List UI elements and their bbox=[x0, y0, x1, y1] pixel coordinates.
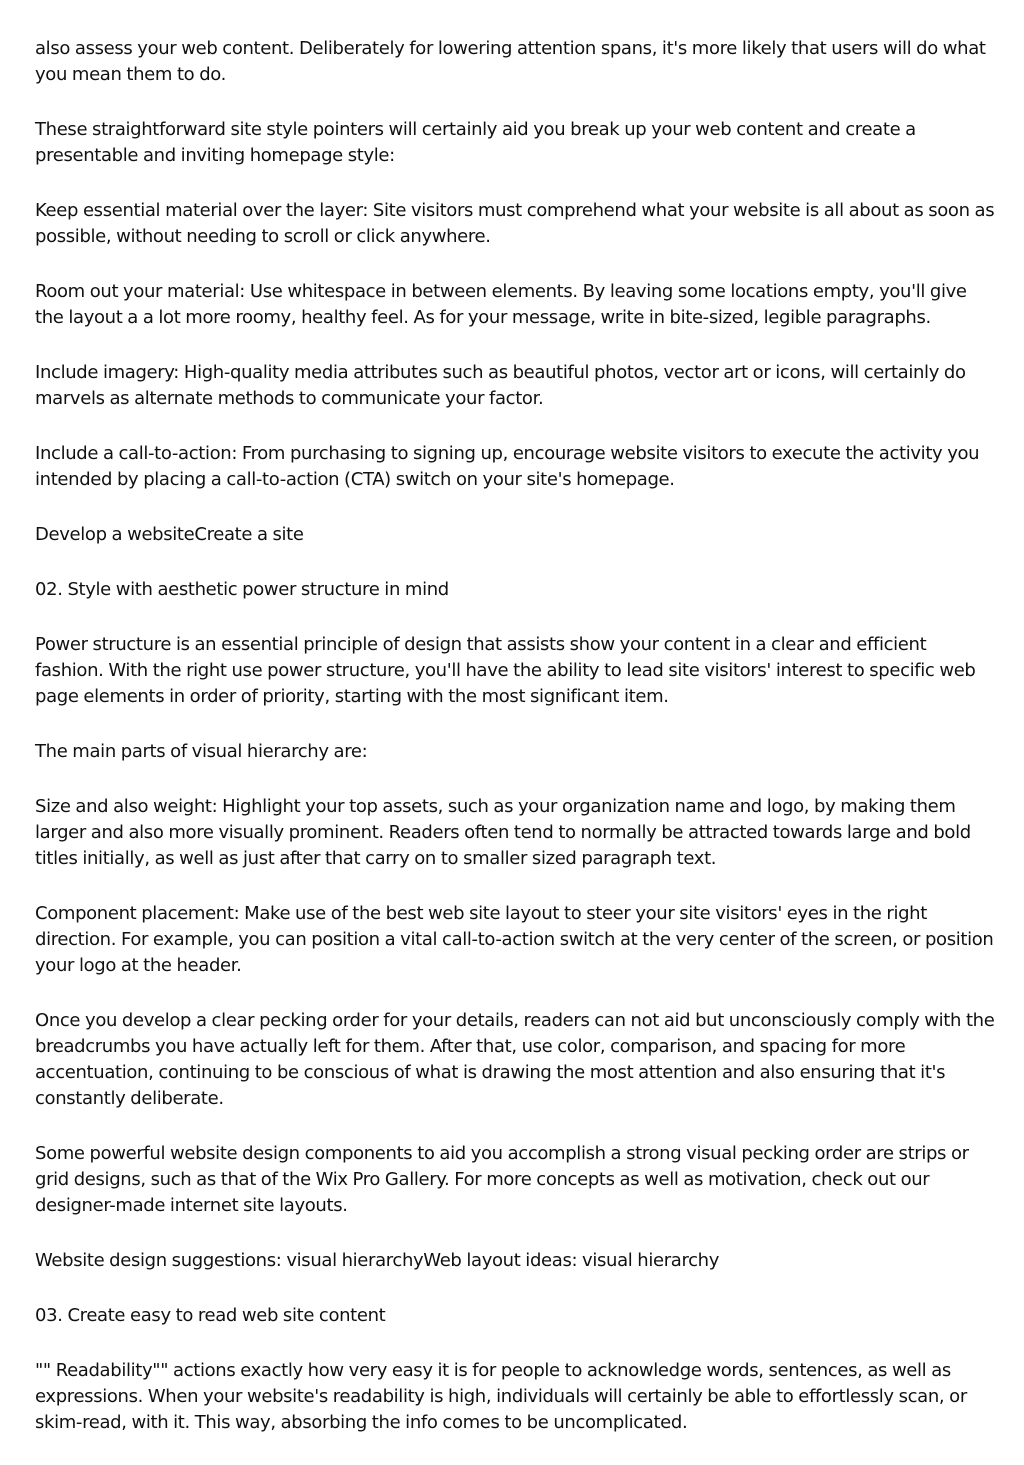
paragraph-style-pointers: These straightforward site style pointers will certainly aid you break up your web content and create a presentable and inviting homepage style: bbox=[35, 119, 916, 166]
paragraph-readability: "" Readability"" actions exactly how very easy it is for people to acknowledge words, sentences, as well as expressions. When your website's readability is high, individuals will certainly be able to effortlessly scan, or skim-read, with it. This way, absorbing the info comes to be uncomplicated. bbox=[35, 1360, 967, 1433]
paragraph-essential-material: Keep essential material over the layer: Site visitors must comprehend what your website is all about as soon as possible, without needing to scroll or click anywhere. bbox=[35, 200, 995, 247]
section-heading-03: 03. Create easy to read web site content bbox=[35, 1305, 386, 1326]
section-heading-02: 02. Style with aesthetic power structure in mind bbox=[35, 579, 449, 600]
paragraph-room-out: Room out your material: Use whitespace in between elements. By leaving some locations empty, you'll give the layout a a lot more roomy, healthy feel. As for your message, write in bite-sized, legible paragraphs. bbox=[35, 281, 967, 328]
paragraph-attention-spans: also assess your web content. Deliberately for lowering attention spans, it's more likely that users will do what you mean them to do. bbox=[35, 38, 986, 85]
paragraph-main-parts: The main parts of visual hierarchy are: bbox=[35, 741, 368, 762]
paragraph-design-components: Some powerful website design components to aid you accomplish a strong visual pecking order are strips or grid designs, such as that of the Wix Pro Gallery. For more concepts as well as motivation, check out our designer-made internet site layouts. bbox=[35, 1143, 969, 1216]
paragraph-imagery: Include imagery: High-quality media attributes such as beautiful photos, vector art or icons, will certainly do marvels as alternate methods to communicate your factor. bbox=[35, 362, 966, 409]
paragraph-develop-website: Develop a websiteCreate a site bbox=[35, 524, 304, 545]
paragraph-design-suggestions: Website design suggestions: visual hierarchyWeb layout ideas: visual hierarchy bbox=[35, 1250, 720, 1271]
paragraph-power-structure: Power structure is an essential principle of design that assists show your content in a clear and efficient fashion. With the right use power structure, you'll have the ability to lead site visitors' interest to specific web page elements in order of priority, starting with the most significant item. bbox=[35, 634, 976, 707]
document-body bbox=[35, 36, 995, 1465]
paragraph-component-placement: Component placement: Make use of the best web site layout to steer your site visitors' eyes in the right direction. For example, you can position a vital call-to-action switch at the very center of the screen, or position your logo at the header. bbox=[35, 903, 994, 976]
paragraph-size-weight: Size and also weight: Highlight your top assets, such as your organization name and logo, by making them larger and also more visually prominent. Readers often tend to normally be attracted towards large and bold titles initially, as well as just after that carry on to smaller sized paragraph text. bbox=[35, 796, 971, 869]
paragraph-call-to-action: Include a call-to-action: From purchasing to signing up, encourage website visitors to execute the activity you intended by placing a call-to-action (CTA) switch on your site's homepage. bbox=[35, 443, 980, 490]
paragraph-pecking-order: Once you develop a clear pecking order for your details, readers can not aid but unconsciously comply with the breadcrumbs you have actually left for them. After that, use color, comparison, and spacing for more accentuation, continuing to be conscious of what is drawing the most attention and also ensuring that it's constantly deliberate. bbox=[35, 1010, 995, 1109]
